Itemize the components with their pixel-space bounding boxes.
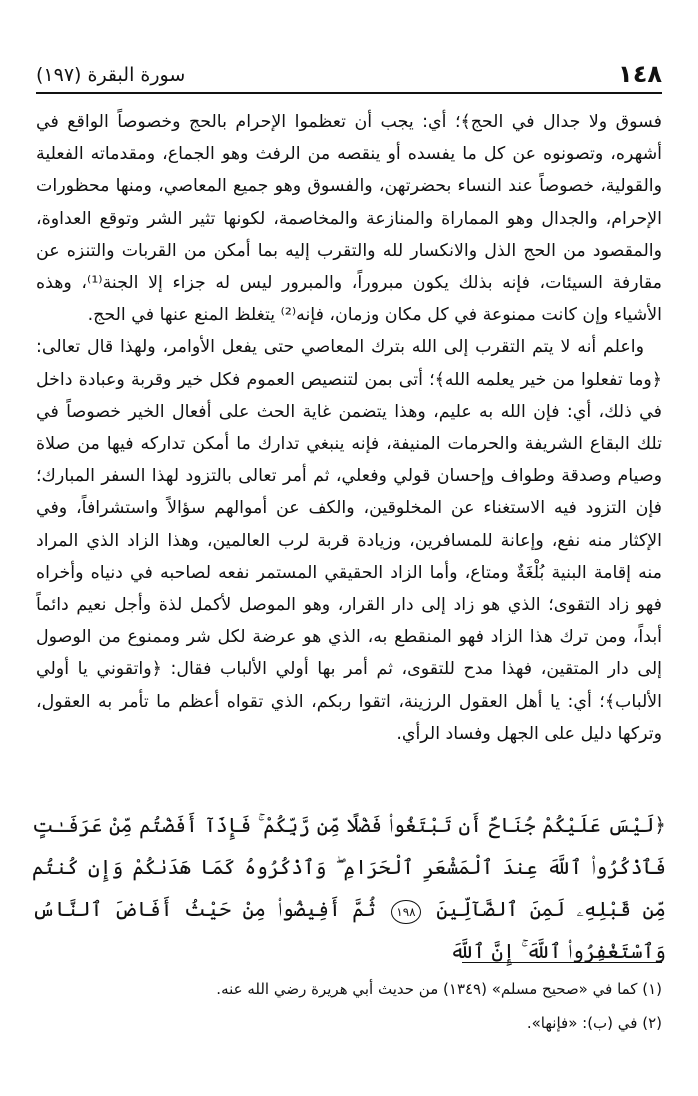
footnote: (١) كما في «صحيح مسلم» (١٣٤٩) من حديث أبي هريرة رضي الله عنه. <box>216 980 662 998</box>
verse-text: ﴿لَيْسَ عَلَيْكُمْ جُنَاحٌ أَن تَبْتَغُوا۟ فَضْلًا مِّن رَّبِّكُمْ ۚ فَإِذَآ أَفَضْتُم مِّنْ عَرَفَـٰتٍ فَٱذْكُرُوا۟ ٱللَّهَ عِندَ ٱلْمَشْعَرِ ٱلْحَرَامِ ۖ وَٱذْكُرُوهُ كَمَا هَدَىٰكُمْ وَإِن كُنتُم مِّن قَبْلِهِۦ لَمِنَ ٱلضَّآلِّينَ <box>32 813 666 921</box>
verse-number: ١٩٨ <box>391 900 420 924</box>
footnote: (٢) في (ب): «فإنها». <box>526 1014 662 1032</box>
paragraph: واعلم أنه لا يتم التقرب إلى الله بترك المعاصي حتى يفعل الأوامر، ولهذا قال تعالى: ﴿وما تفعلوا من خير يعلمه الله﴾؛ أتى بمن لتنصيص العموم فكل خير وقربة وعبادة داخل في ذلك، أي: فإن الله به عليم، وهذا يتضمن غاية الحث على أفعال الخير خصوصاً في تلك البقاع الشريفة والحرمات المنيفة، فإنه ينبغي تدارك ما أمكن تداركه فيها من صلاة وصيام وصدقة وطواف وإحسان قولي وفعلي، ثم أمر تعالى بالتزود لهذا السفر المبارك؛ فإن التزود فيه الاستغناء عن المخلوقين، والكف عن أموالهم سؤالاً واستشرافاً، وفي الإكثار منه نفع، وإعانة للمسافرين، وزيادة قربة لرب العالمين، وهذا الزاد الذي المراد منه إقامة البنية بُلْغَةٌ ومتاع، وأما الزاد الحقيقي المستمر نفعه لصاحبه في دنياه وأخراه فهو زاد التقوى؛ الذي هو زاد إلى دار القرار، وهو الموصل لأكمل لذة وأجل نعيم دائماً أبداً، ومن ترك هذا الزاد فهو المنقطع به، الذي هو عرضة لكل شر وممنوع من الوصول إلى دار المتقين، فهذا مدح للتقوى، ثم أمر بها أولي الألباب فقال: ﴿واتقوني يا أولي الألباب﴾؛ أي: يا أهل العقول الرزينة، اتقوا ربكم، الذي تقواه أعظم ما تأمر به العقول، وتركها دليل على الجهل وفساد الرأي. <box>36 337 662 744</box>
commentary-text <box>36 106 662 750</box>
paragraph: فسوق ولا جدال في الحج﴾؛ أي: يجب أن تعظموا الإحرام بالحج وخصوصاً الواقع في أشهره، وتصونوه عن كل ما يفسده أو ينقصه من الرفث وهو الجماع، ومقدماته الفعلية والقولية، خصوصاً عند النساء بحضرتهن، والفسوق وهو جميع المعاصي، ومنها محظورات الإحرام، والجدال وهو المماراة والمنازعة والمخاصمة، لكونها تثير الشر وتوقع العداوة، والمقصود من الحج الذل والانكسار لله والتقرب إليه بما أمكن من القربات والتنزه عن مقارفة السيئات، فإنه بذلك يكون مبروراً، والمبرور ليس له جزاء إلا الجنة⁽¹⁾، وهذه الأشياء وإن كانت ممنوعة في كل مكان وزمان، فإنه⁽²⁾ يتغلظ المنع عنها في الحج. <box>36 112 662 326</box>
footnotes <box>36 972 662 1040</box>
surah-title: سورة البقرة (١٩٧) <box>36 64 186 86</box>
page-header <box>36 56 662 94</box>
page-number: ١٤٨ <box>618 60 662 88</box>
quran-verse <box>32 804 666 972</box>
footnote-divider <box>462 962 662 963</box>
verse-text: ثُمَّ أَفِيضُوا۟ مِنْ حَيْثُ أَفَاضَ ٱلنَّاسُ وَٱسْتَغْفِرُوا۟ ٱللَّهَ ۚ إِنَّ ٱللَّهَ <box>32 897 666 963</box>
